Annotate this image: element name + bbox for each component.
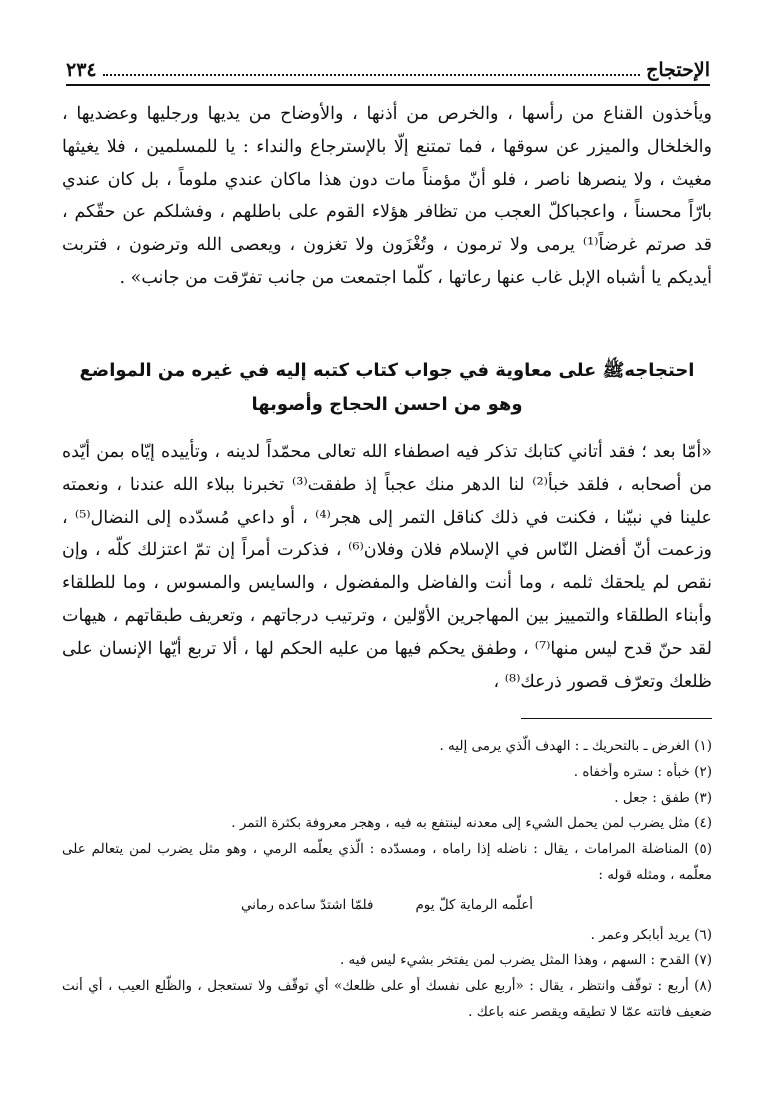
footnote-1: (١) الغرض ـ بالتحريك ـ : الهدف الّذي يرمى إليه . <box>439 738 712 754</box>
footnote-2: (٢) خبأه : ستره وأخفاه . <box>573 763 712 780</box>
footnote-6: (٦) يريد أبابكر وعمر . <box>590 926 712 943</box>
page-header <box>66 44 710 86</box>
footnote-5: (٥) المناضلة المرامات ، يقال : ناضله إذا راماه ، ومسدّده : الّذي يعلّمه الرمي ، وهو مثل يضرب لمن يتعالم على معلّمه ، ومثله قوله : <box>62 841 712 883</box>
section-heading-line-1: احتجاجهﷺ على معاوية في جواب كتاب كتبه إليه في غيره من المواضع <box>79 360 695 381</box>
running-title: الإحتجاج <box>646 59 710 81</box>
poem-hemistich-1: أعلّمه الرماية كلّ يوم <box>415 896 534 913</box>
body-paragraph-1: ويأخذون القناع من رأسها ، والخرص من أذنها ، والأوضاح من يديها ورجليها وعضديها ، والخلخال والميزر عن سوقها ، فما تمتنع إلّا بالإسترجاع والنداء : يا للمسلمين ، فلا يغيثها مغيث ، ولا ينصرها ناصر ، فلو أنّ مؤمناً مات دون هذا ماكان عندي ملوماً ، بل كان عندي بارّاً محسناً ، واعجباكلّ العجب من تظافر هؤلاء القوم على باطلهم ، وفشلكم عن حقّكم ، قد صرتم غرضاً⁽¹⁾ يرمى ولا ترمون ، وتُغْزَون ولا تغزون ، ويعصى الله وترضون ، فتربت أيديكم يا أشباه الإبل غاب عنها رعاتها ، كلّما اجتمعت من جانب تفرّقت من جانب» . <box>62 104 712 288</box>
header-dot-leader <box>103 74 640 76</box>
footnote-7: (٧) القدح : السهم ، وهذا المثل يضرب لمن يفتخر بشيء ليس فيه . <box>339 952 712 969</box>
footnote-8: (٨) أربع : توقّف وانتظر ، يقال : «أربع على نفسك أو على ظلعك» أي توقّف ولا تستعجل ، والظّلع العيب ، أي أنت ضعيف فاتته عمّا لا تطيقه ويقصر عنه باعك . <box>62 978 712 1020</box>
poem-hemistich-2: فلمّا اشتدّ ساعده رماني <box>240 896 374 913</box>
footnote-3: (٣) طفق : جعل . <box>614 789 712 806</box>
footnote-separator <box>521 718 712 719</box>
body-paragraph-2: «أمّا بعد ؛ فقد أتاني كتابك تذكر فيه اصطفاء الله تعالى محمّداً لدينه ، وتأييده إيّاه بمن أيّده من أصحابه ، فلقد خبأ⁽²⁾ لنا الدهر منك عجباً إذ طفقت⁽³⁾ تخبرنا ببلاء الله عندنا ، ونعمته علينا في نبيّنا ، فكنت في ذلك كناقل التمر إلى هجر⁽⁴⁾ ، أو داعي مُسدّده إلى النضال⁽⁵⁾ ، وزعمت أنّ أفضل النّاس في الإسلام فلان وفلان⁽⁶⁾ ، فذكرت أمراً إن تمّ اعتزلك كلّه ، وإن نقص لم يلحقك ثلمه ، وما أنت والفاضل والمفضول ، والسايس والمسوس ، وما للطلقاء وأبناء الطلقاء والتمييز بين المهاجرين الأوّلين ، وترتيب درجاتهم ، وتعريف طبقاتهم ، هيهات لقد حنّ قدح ليس منها⁽⁷⁾ ، وطفق يحكم فيها من عليه الحكم لها ، ألا تربع أيّها الإنسان على ظلعك وتعرّف قصور ذرعك⁽⁸⁾ ، <box>62 442 712 692</box>
footnotes-list <box>62 734 712 1026</box>
section-heading-line-2: وهو من احسن الحجاج وأصوبها <box>251 394 523 415</box>
footnote-4: (٤) مثل يضرب لمن يحمل الشيء إلى معدنه لينتفع به فيه ، وهجر معروفة بكثرة التمر . <box>231 815 712 832</box>
poem-verse <box>62 893 712 919</box>
section-heading <box>62 354 712 422</box>
page-number: ٢٣٤ <box>66 59 97 81</box>
